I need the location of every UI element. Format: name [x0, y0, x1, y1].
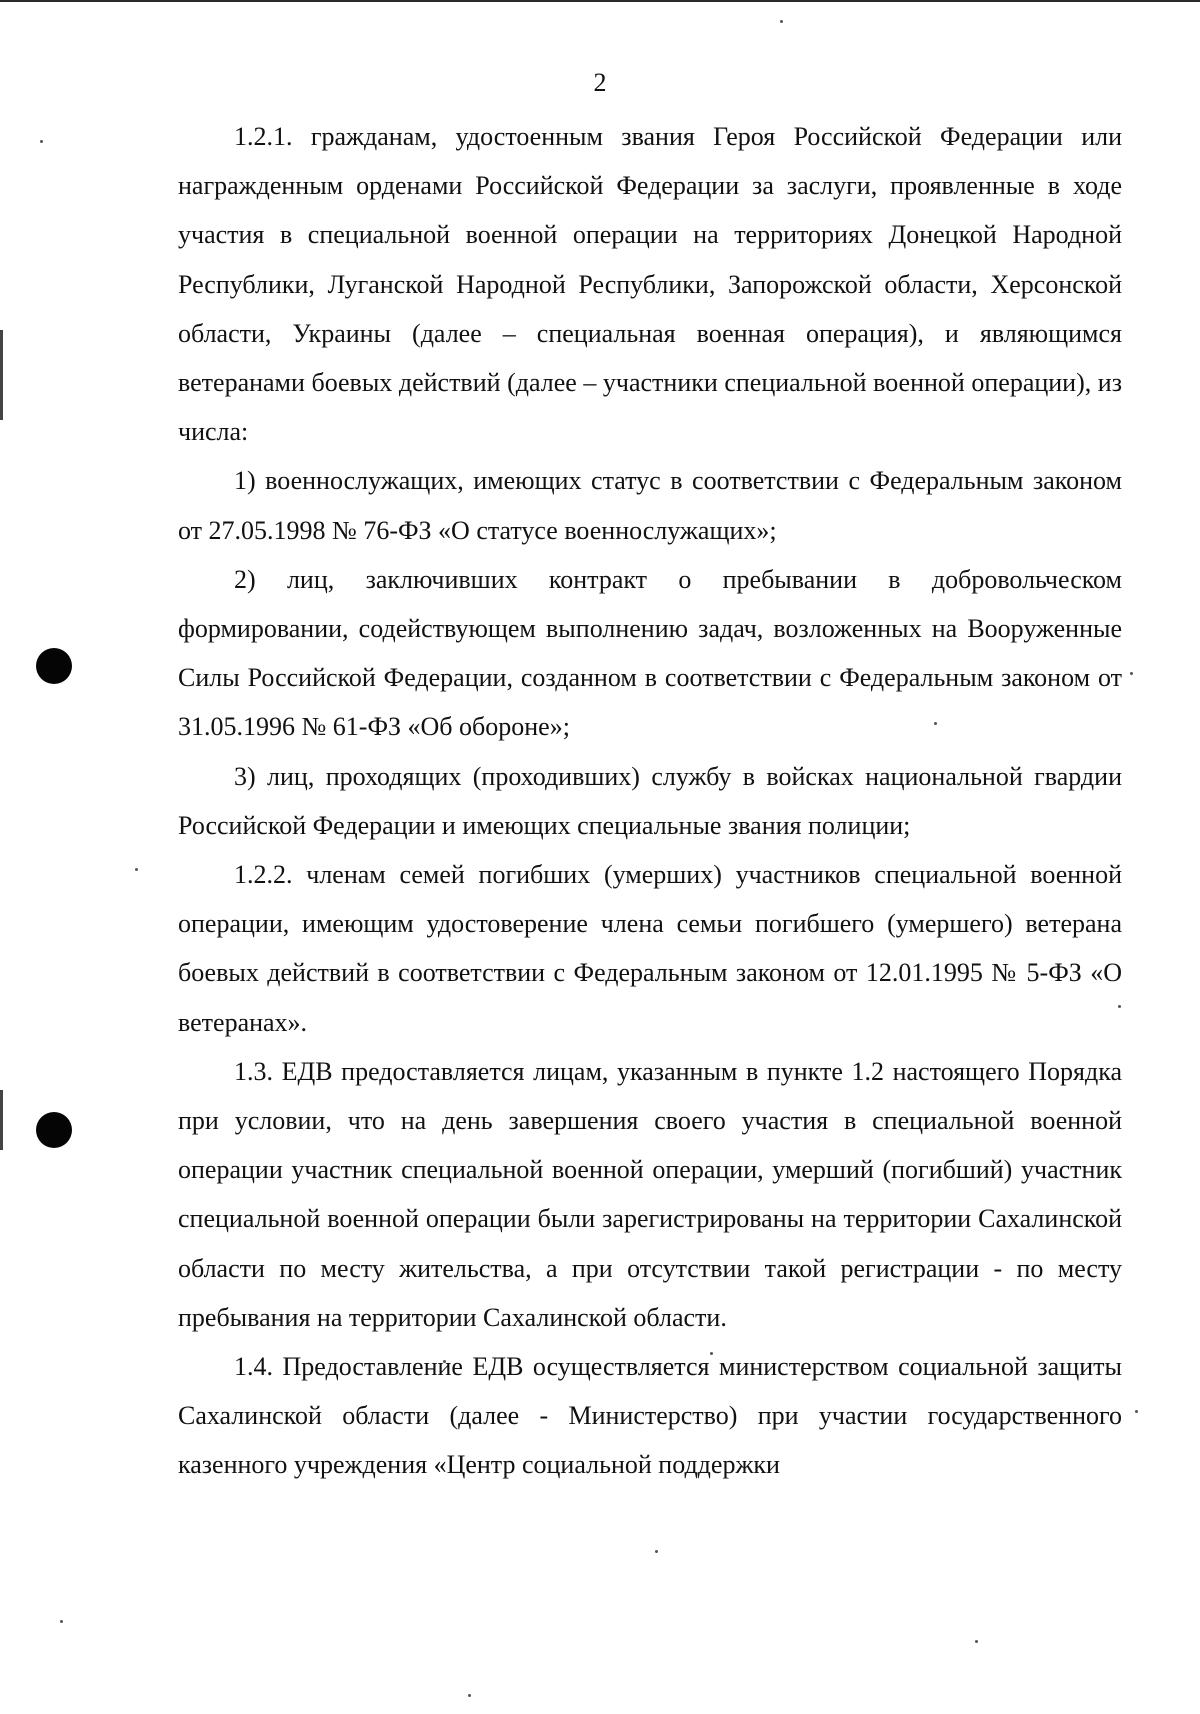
scan-speck [60, 1620, 63, 1623]
scan-left-edge-mark [0, 330, 3, 420]
paragraph-item-3: 3) лиц, проходящих (проходивших) службу в войсках национальной гвардии Российской Федерации и имеющих специальные звания полиции; [178, 761, 1122, 840]
punch-hole [36, 648, 72, 684]
scan-speck [1130, 672, 1133, 675]
paragraph-1-4: 1.4. Предоставление ЕДВ осуществляется министерством социальной защиты Сахалинской области (далее - Министерство) при участии государственного казенного учреждения «Центр социальной поддержки [178, 1352, 1122, 1480]
scan-speck [468, 1694, 471, 1697]
scan-speck [135, 868, 138, 871]
scan-speck [1135, 1410, 1138, 1413]
scan-speck [40, 140, 43, 143]
punch-hole [36, 1112, 72, 1148]
scan-speck [975, 1640, 978, 1643]
paragraph-1-2-1: 1.2.1. гражданам, удостоенным звания Героя Российской Федерации или награжденным орденами Российской Федерации за заслуги, проявленные в ходе участия в специальной военной операции на территориях Донецкой Народной Республики, Луганской Народной Республики, Запорожской области, Херсонской области, Украины (далее – специальная военная операция), и являющимся ветеранами боевых действий (далее – участники специальной военной операции), из числа: [178, 122, 1122, 447]
scan-top-edge [0, 0, 1200, 2]
page-number: 2 [593, 68, 607, 97]
document-body [178, 112, 1122, 1490]
scan-speck [655, 1550, 658, 1553]
paragraph-1-2-2: 1.2.2. членам семей погибших (умерших) участников специальной военной операции, имеющим удостоверение члена семьи погибшего (умершего) ветерана боевых действий в соответствии с Федеральным законом от 12.01.1995 № 5-ФЗ «О ветеранах». [178, 860, 1122, 1037]
scan-speck [780, 20, 783, 23]
scan-left-edge-mark [0, 1090, 3, 1150]
paragraph-item-2: 2) лиц, заключивших контракт о пребывании в добровольческом формировании, содействующем выполнению задач, возложенных на Вооруженные Силы Российской Федерации, созданном в соответствии с Федеральным законом от 31.05.1996 № 61-ФЗ «Об обороне»; [178, 564, 1122, 742]
paragraph-item-1: 1) военнослужащих, имеющих статус в соответствии с Федеральным законом от 27.05.1998 № 76-ФЗ «О статусе военнослужащих»; [178, 466, 1122, 545]
paragraph-1-3: 1.3. ЕДВ предоставляется лицам, указанным в пункте 1.2 настоящего Порядка при условии, что на день завершения своего участия в специальной военной операции участник специальной военной операции, умерший (погибший) участник специальной военной операции были зарегистрированы на территории Сахалинской области по месту жительства, а при отсутствии такой регистрации - по месту пребывания на территории Сахалинской области. [178, 1056, 1122, 1332]
